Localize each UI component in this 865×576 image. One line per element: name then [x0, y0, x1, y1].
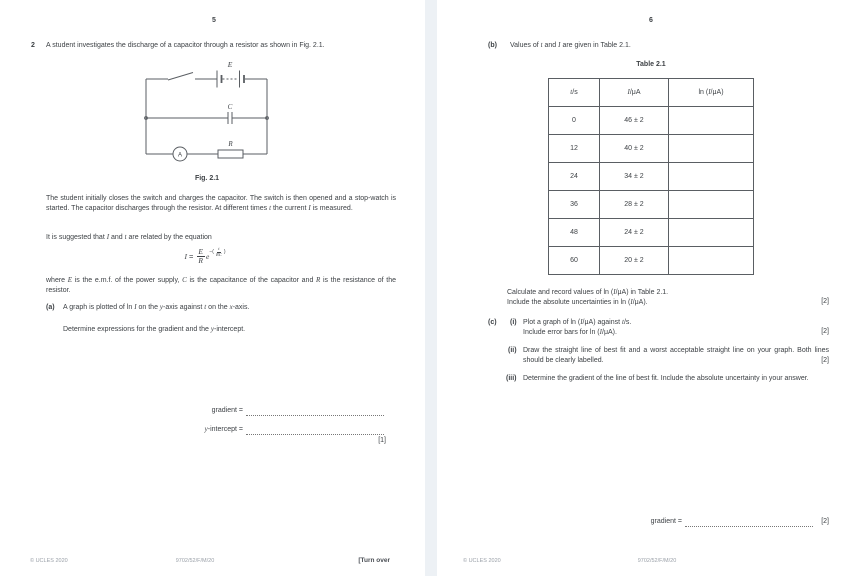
- footer-paper-code: 9702/52/F/M/20: [637, 558, 677, 564]
- resistor-label: R: [228, 140, 233, 148]
- part-b-instruction: Calculate and record values of ln (I/μA) in Table 2.1. Include the absolute uncertainties in ln (I/μA).: [507, 288, 669, 306]
- answer-blank: [246, 408, 384, 416]
- paragraph: It is suggested that I and t are related by the equation: [46, 233, 212, 241]
- table-cell: [669, 163, 754, 191]
- equation-exponent: −( $\frac{t}{RC}$ ): [209, 246, 226, 257]
- gradient-answer-line: [46, 406, 384, 416]
- part-c-i-text: Plot a graph of ln (I/μA) against t/s. Include error bars for ln (I/μA).: [523, 318, 632, 336]
- turn-over-label: [Turn over: [358, 557, 390, 564]
- table-cell: 34 ± 2: [600, 163, 669, 191]
- marks-badge: [2]: [821, 518, 829, 525]
- page-number: 6: [649, 17, 653, 24]
- table-header-cell: t/s: [549, 79, 600, 107]
- table-header-cell: I/μA: [600, 79, 669, 107]
- table-cell: [669, 107, 754, 135]
- table-title: Table 2.1: [636, 61, 666, 68]
- part-a-label: (a): [46, 304, 55, 311]
- data-table: [548, 78, 754, 275]
- figure-caption: Fig. 2.1: [194, 175, 220, 182]
- yintercept-label: y-intercept =: [204, 425, 243, 433]
- answer-blank: [685, 519, 813, 527]
- equation-base: e: [206, 251, 210, 261]
- table-body: [549, 107, 754, 275]
- part-a-text: A graph is plotted of ln I on the y-axis against t on the x-axis.: [63, 303, 250, 311]
- table-cell: 24 ± 2: [600, 219, 669, 247]
- paragraph: where E is the e.m.f. of the power supply, C is the capacitance of the capacitor and R is the resistance of the resistor.: [46, 276, 396, 294]
- part-c-label: (c): [488, 319, 497, 326]
- circuit-diagram: [140, 58, 280, 170]
- question-number: 2: [31, 42, 35, 49]
- capacitor-icon: [146, 112, 267, 124]
- part-c-ii-text: Draw the straight line of best fit and a worst acceptable straight line on your graph. Both lines should be clearly labelled.: [523, 347, 829, 364]
- answer-blank: [246, 427, 384, 435]
- emf-label: E: [227, 60, 233, 69]
- equals-sign: =: [189, 251, 194, 261]
- marks-badge: [2]: [821, 357, 829, 364]
- part-b-label: (b): [488, 42, 497, 49]
- equation: [120, 248, 290, 265]
- equation-lhs: I: [184, 251, 188, 261]
- capacitor-label: C: [227, 103, 233, 111]
- table-cell: [669, 135, 754, 163]
- question-intro: A student investigates the discharge of a capacitor through a resistor as shown in Fig. 2.1.: [46, 42, 325, 49]
- part-c-ii-label: (ii): [508, 347, 517, 354]
- page-6: [437, 0, 865, 576]
- part-b-intro: Values of t and I are given in Table 2.1.: [510, 41, 631, 49]
- yintercept-answer-line: [46, 425, 384, 435]
- table-cell: 28 ± 2: [600, 191, 669, 219]
- part-a-text: Determine expressions for the gradient and the y-intercept.: [63, 325, 246, 333]
- paragraph: The student initially closes the switch and charges the capacitor. The switch is then opened and a stop-watch is started. The capacitor discharges through the resistor. At different times t the current I is measured.: [46, 195, 396, 212]
- marks-badge: [1]: [378, 437, 386, 444]
- fraction: $\frac{E}{R}$: [198, 247, 203, 265]
- table-cell: 46 ± 2: [600, 107, 669, 135]
- page-number: 5: [212, 17, 216, 24]
- table-cell: 40 ± 2: [600, 135, 669, 163]
- table-row: [549, 219, 754, 247]
- footer-copyright: © UCLES 2020: [30, 558, 68, 564]
- table-row: [549, 247, 754, 275]
- table-row: [549, 163, 754, 191]
- table-cell: 36: [549, 191, 600, 219]
- marks-badge: [2]: [821, 328, 829, 335]
- gradient-answer-line: [523, 517, 813, 527]
- page-5: [0, 0, 425, 576]
- table-cell: 60: [549, 247, 600, 275]
- battery-icon: [217, 71, 267, 88]
- footer-copyright: © UCLES 2020: [463, 558, 501, 564]
- gradient-label: gradient =: [650, 518, 682, 525]
- table-row: [549, 135, 754, 163]
- table-cell: 12: [549, 135, 600, 163]
- ammeter-label: A: [177, 152, 183, 159]
- part-c-iii-label: (iii): [506, 375, 517, 382]
- table-cell: 48: [549, 219, 600, 247]
- footer-paper-code: 9702/52/F/M/20: [175, 558, 215, 564]
- table-cell: 0: [549, 107, 600, 135]
- table-cell: [669, 219, 754, 247]
- table-row: [549, 107, 754, 135]
- fraction: $\frac{t}{RC}$: [215, 246, 222, 257]
- table-header-row: [549, 79, 754, 107]
- gradient-label: gradient =: [211, 407, 243, 414]
- resistor-icon: [218, 150, 267, 158]
- marks-badge: [2]: [821, 298, 829, 305]
- table-cell: [669, 191, 754, 219]
- table-row: [549, 191, 754, 219]
- table-cell: 20 ± 2: [600, 247, 669, 275]
- switch-icon: [146, 73, 217, 81]
- part-c-iii-text: Determine the gradient of the line of best fit. Include the absolute uncertainty in your answer.: [523, 375, 809, 382]
- table-cell: [669, 247, 754, 275]
- table-cell: 24: [549, 163, 600, 191]
- part-c-i-label: (i): [510, 319, 517, 326]
- table-header-cell: ln (I/μA): [669, 79, 754, 107]
